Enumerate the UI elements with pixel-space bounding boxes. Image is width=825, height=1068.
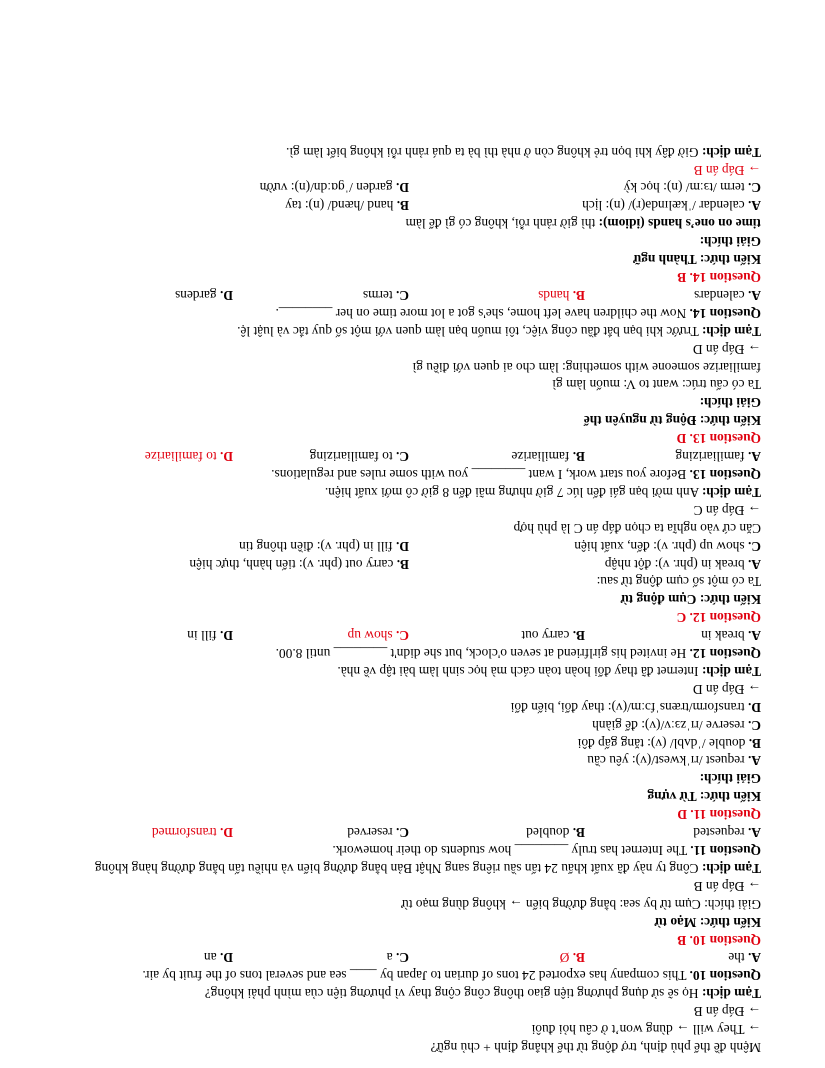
text-line: → Đáp án B	[693, 1004, 761, 1020]
option-letter: A.	[747, 950, 761, 966]
option-b	[409, 626, 585, 644]
line-label: time on one’s hands (idiom):	[598, 216, 761, 232]
option-letter: B.	[572, 628, 585, 644]
option-letter: D.	[219, 449, 233, 465]
labeled-line	[55, 984, 761, 1002]
option-text: reserved	[347, 825, 396, 841]
option-a	[409, 197, 761, 215]
line-text: Công ty này đã xuất khẩu 24 tấn sầu riêng sang Nhật Bản bằng đường biển và nhiều tấn bằng đường hàng không	[94, 860, 702, 876]
line-text: reserve /rɪˈzɜːv/(v): để giành	[592, 717, 748, 733]
answer-heading: Question 11. D	[677, 807, 761, 823]
option-letter: B.	[572, 449, 585, 465]
line-text: Anh mời bạn gái đến lúc 7 giờ nhưng mãi đến 8 giờ cô mới xuất hiện.	[324, 484, 702, 500]
option-a	[409, 555, 761, 573]
option-letter: B.	[396, 198, 409, 214]
labeled-line	[55, 322, 761, 340]
option-row	[55, 949, 761, 967]
text-line: → Đáp án C	[693, 502, 761, 518]
text-line: Ta có cấu trúc: want to V: muốn làm gì	[552, 377, 761, 393]
option-c	[233, 626, 409, 644]
labeled-line	[55, 859, 761, 877]
labeled-line	[55, 214, 761, 232]
labeled-line	[55, 698, 761, 716]
option-text: transformed	[151, 825, 220, 841]
option-text: fill in	[187, 628, 220, 644]
option-text: break in	[701, 628, 748, 644]
line-text: This company has exported 24 tons of durian to Japan by ____ sea and several tons of the fruit by air.	[142, 968, 690, 984]
option-text: requested	[693, 825, 748, 841]
line-label: Question 10.	[689, 968, 761, 984]
text-line: → Đáp án B	[693, 878, 761, 894]
option-text: an	[203, 950, 220, 966]
line-text: Trước khi bạn bắt đầu công việc, tôi muốn bạn làm quen với một số quy tắc và luật lệ.	[237, 323, 702, 339]
labeled-line	[55, 304, 761, 322]
option-b	[409, 949, 585, 967]
option-letter: C.	[747, 538, 761, 554]
option-b	[409, 286, 585, 304]
option-d	[57, 537, 409, 555]
option-d	[57, 286, 233, 304]
section-heading: Kiến thức: Mạo từ	[654, 914, 761, 930]
option-text: show up	[347, 628, 396, 644]
option-letter: D.	[219, 287, 233, 303]
line-text: Before you start work, I want ________ you with some rules and regulations.	[271, 467, 690, 482]
section-heading: Giải thích:	[699, 395, 761, 411]
option-a	[585, 949, 761, 967]
line-label: Tạm dịch:	[701, 144, 761, 160]
line-text: Internet đã thay đổi hoàn toàn cách mà học sinh làm bài tập về nhà.	[337, 663, 702, 679]
option-d	[57, 447, 233, 465]
option-text: the	[728, 950, 748, 966]
option-row	[55, 286, 761, 304]
option-row	[55, 823, 761, 841]
labeled-line	[55, 716, 761, 734]
line-text: request /rɪˈkwest/(v): yêu cầu	[587, 753, 748, 769]
line-label: C.	[747, 717, 761, 733]
line-label: Tạm dịch:	[701, 663, 761, 679]
line-label: B.	[748, 735, 761, 751]
section-heading: Kiến thức: Từ vựng	[647, 789, 761, 805]
line-text: transform/trænsˈfɔːm/(v): thay đổi, biến đổi	[510, 699, 748, 715]
line-label: Tạm dịch:	[701, 484, 761, 500]
section-heading: Kiến thức: Động từ nguyên thể	[583, 413, 761, 429]
labeled-line	[55, 841, 761, 859]
answer-heading: Question 13. D	[676, 431, 761, 447]
option-text: carry out (phr. v): tiến hành, thực hiện	[189, 556, 397, 572]
option-row	[55, 537, 761, 555]
text-line: → They will → dùng won’t ở câu hỏi đuôi	[531, 1022, 761, 1038]
line-label: A.	[747, 753, 761, 769]
option-text: hand /hænd/ (n): tay	[285, 198, 397, 214]
option-row	[55, 447, 761, 465]
line-label: Question 11.	[690, 843, 761, 859]
option-letter: A.	[747, 825, 761, 841]
text-line: → Đáp án D	[692, 681, 761, 697]
option-row	[55, 555, 761, 573]
option-row	[55, 179, 761, 197]
labeled-line	[55, 966, 761, 984]
line-text: The Internet has truly ________ how students do their homework.	[332, 843, 691, 859]
option-text: a	[386, 950, 396, 966]
option-letter: B.	[572, 950, 585, 966]
labeled-line	[55, 644, 761, 662]
option-letter: D.	[395, 180, 409, 196]
answer-heading: Question 14. B	[677, 270, 761, 286]
option-text: Ø	[559, 950, 573, 966]
option-letter: A.	[747, 556, 761, 572]
option-letter: A.	[747, 628, 761, 644]
document-content	[55, 143, 761, 1056]
section-heading: Kiến thức: Cụm động từ	[620, 592, 761, 608]
line-label: Question 13.	[689, 467, 761, 482]
option-letter: B.	[572, 825, 585, 841]
option-d	[57, 626, 233, 644]
option-text: calendar /ˈkælɪndə(r)/ (n): lịch	[582, 198, 748, 214]
option-d	[57, 179, 409, 197]
labeled-line	[55, 465, 761, 483]
labeled-line	[55, 662, 761, 680]
option-text: garden /ˈɡɑːdn/(n): vườn	[259, 180, 396, 196]
option-a	[585, 286, 761, 304]
line-label: Question 14.	[689, 305, 761, 321]
option-text: show up (phr. v): đến, xuất hiện	[574, 538, 748, 554]
option-letter: D.	[219, 628, 233, 644]
option-b	[409, 823, 585, 841]
labeled-line	[55, 143, 761, 161]
option-letter: C.	[395, 287, 409, 303]
text-line: Mệnh đề thể phủ định, trợ động từ thể khẳng định + chủ ngữ?	[430, 1040, 761, 1055]
option-text: term /tɜːm/ (n): học kỳ	[623, 180, 748, 196]
option-letter: C.	[395, 950, 409, 966]
labeled-line	[55, 483, 761, 501]
option-row	[55, 626, 761, 644]
option-letter: C.	[395, 449, 409, 465]
option-text: doubled	[526, 825, 573, 841]
option-text: terms	[362, 287, 396, 303]
line-text: double /ˈdʌbl/ (v): tăng gấp đôi	[577, 735, 749, 751]
text-line: familiarize someone with something: làm cho ai quen với điều gì	[412, 359, 761, 375]
option-letter: A.	[747, 449, 761, 465]
option-text: to familiarize	[144, 449, 220, 465]
option-text: familiarizing	[675, 449, 748, 465]
line-label: Tạm dịch:	[701, 986, 761, 1002]
option-letter: B.	[396, 556, 409, 572]
line-label: Tạm dịch:	[701, 860, 761, 876]
option-text: to familiarizing	[309, 449, 396, 465]
text-line: Ta có một số cụm động từ sau:	[596, 574, 761, 590]
option-letter: D.	[219, 950, 233, 966]
option-row	[55, 197, 761, 215]
section-heading: Giải thích:	[699, 771, 761, 787]
line-label: D.	[747, 699, 761, 715]
labeled-line	[55, 752, 761, 770]
option-a	[585, 626, 761, 644]
text-line: Căn cứ vào nghĩa ta chọn đáp án C là phù hợp	[513, 520, 761, 536]
line-text: Họ sẽ sử dụng phương tiện giao thông công cộng thay vì phương tiện của mình phải không?	[204, 986, 702, 1002]
option-letter: C.	[395, 825, 409, 841]
option-text: carry out	[521, 628, 573, 644]
labeled-line	[55, 734, 761, 752]
answer-line: → Đáp án B	[693, 162, 761, 178]
option-letter: C.	[395, 628, 409, 644]
text-line: Giải thích: Cụm từ by sea: bằng đường biển → không dùng mạo từ	[401, 896, 761, 912]
option-text: fill in (phr. v): điền thông tin	[239, 538, 396, 554]
line-text: Giờ đây khi bọn trẻ không còn ở nhà thì bà ta quá rảnh rỗi không biết làm gì.	[286, 144, 702, 160]
option-c	[233, 823, 409, 841]
line-label: Question 12.	[689, 646, 761, 662]
line-text: He invited his girlfriend at seven o'clock, but she didn't ________ until 8.00.	[275, 646, 690, 662]
option-text: hands	[538, 287, 573, 303]
option-letter: A.	[747, 198, 761, 214]
option-b	[409, 447, 585, 465]
text-line: → Đáp án D	[692, 341, 761, 357]
option-a	[585, 823, 761, 841]
option-text: gardens	[174, 287, 220, 303]
option-d	[57, 949, 233, 967]
answer-heading: Question 10. B	[677, 932, 761, 948]
line-text: Now the children have left home, she's got a lot more time on her ________.	[275, 305, 690, 321]
option-c	[233, 949, 409, 967]
option-a	[585, 447, 761, 465]
option-letter: D.	[395, 538, 409, 554]
option-c	[233, 286, 409, 304]
option-letter: C.	[747, 180, 761, 196]
option-text: break in (phr. v): đột nhập	[604, 556, 748, 572]
answer-heading: Question 12. C	[676, 610, 761, 626]
option-c	[409, 537, 761, 555]
option-letter: D.	[219, 825, 233, 841]
line-text: thì giờ rảnh rỗi, không có gì để làm	[405, 216, 599, 232]
option-c	[409, 179, 761, 197]
line-label: Tạm dịch:	[701, 323, 761, 339]
option-letter: B.	[572, 287, 585, 303]
option-text: calendars	[694, 287, 748, 303]
section-heading: Giải thích:	[699, 234, 761, 250]
section-heading: Kiến thức: Thành ngữ	[633, 252, 761, 268]
option-text: familiarize	[511, 449, 573, 465]
option-c	[233, 447, 409, 465]
option-d	[57, 823, 233, 841]
option-b	[57, 555, 409, 573]
option-b	[57, 197, 409, 215]
option-letter: A.	[747, 287, 761, 303]
